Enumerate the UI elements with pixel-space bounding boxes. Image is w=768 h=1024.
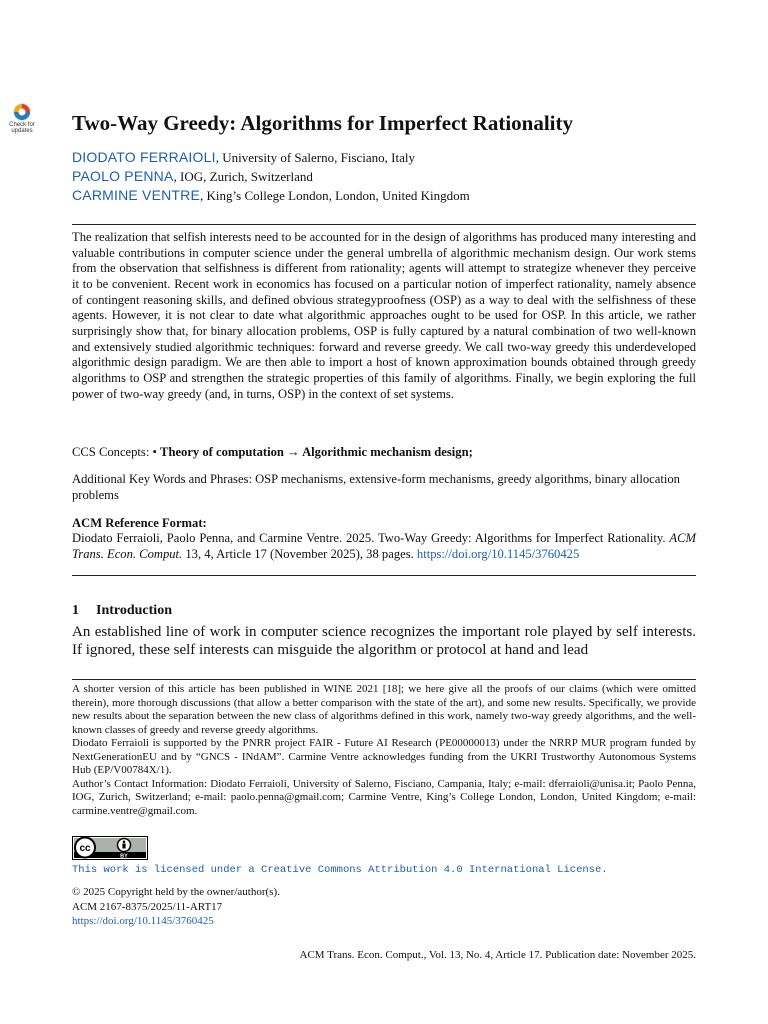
- section-number: 1: [72, 603, 79, 618]
- reference-text: Diodato Ferraioli, Paolo Penna, and Carmine Ventre. 2025. Two-Way Greedy: Algorithms for Imperfect Rationality.: [72, 531, 670, 545]
- reference-journal: ACM Trans. Econ. Comput.: [72, 531, 696, 561]
- copyright-doi-link[interactable]: https://doi.org/10.1145/3760425: [72, 915, 214, 927]
- author-name[interactable]: PAOLO PENNA: [72, 168, 174, 184]
- footnote-rule: [72, 679, 696, 680]
- running-footer: ACM Trans. Econ. Comput., Vol. 13, No. 4, Article 17. Publication date: November 2025.: [299, 949, 696, 961]
- paper-title: Two-Way Greedy: Algorithms for Imperfect Rationality: [72, 111, 574, 135]
- copyright-block: [72, 885, 280, 929]
- ccs-label: CCS Concepts:: [72, 445, 153, 459]
- check-for-updates-icon: [2, 100, 42, 140]
- author-entry: [72, 148, 712, 167]
- ccs-bullet: •: [152, 445, 161, 459]
- intro-paragraph: An established line of work in computer science recognizes the important role played by self interests. If ignored, these self interests can misguide the algorithm or protocol at hand and lead: [72, 624, 696, 658]
- author-name[interactable]: CARMINE VENTRE: [72, 187, 201, 203]
- keywords: Additional Key Words and Phrases: OSP mechanisms, extensive-form mechanisms, greedy algorithms, binary allocation problems: [72, 472, 680, 502]
- author-affiliation: , King’s College London, London, United Kingdom: [200, 188, 470, 203]
- author-name[interactable]: DIODATO FERRAIOLI: [72, 149, 216, 165]
- footnotes: [72, 683, 696, 818]
- acm-article-number: ACM 2167-8375/2025/11-ART17: [72, 900, 223, 913]
- by-badge-text: BY: [120, 853, 128, 860]
- footnote-contact: Author’s Contact Information: Diodato Ferraioli, University of Salerno, Fisciano, Campania, Italy; e-mail: dferraioli@unisa.it; Paolo Penna, IOG, Zurich, Switzerland; e-mail: paolo.penna@gmail.com; Carmine Ventre, King’s College London, London, United Kingdom; e-mail: carmine.ventre@gmail.com.: [72, 777, 696, 817]
- author-affiliation: , IOG, Zurich, Switzerland: [173, 169, 313, 184]
- abstract-top-rule: [72, 224, 696, 225]
- footnote-shorter-version: A shorter version of this article has been published in WINE 2021 [18]; we here give all the proofs of our claims (which were omitted therein), more thorough discussions (that allow a better comparison with the state of the art), and some new results. Specifically, we provide new results about the separation between the new class of algorithms defined in this work, namely two-way greedy algorithms, and the well-known classes of greedy and reverse greedy algorithms.: [72, 683, 696, 736]
- check-for-updates-badge[interactable]: [2, 100, 42, 140]
- author-entry: [72, 167, 712, 186]
- footnote-funding: Diodato Ferraioli is supported by the PNRR project FAIR - Future AI Research (PE00000013) under the NRRP MUR program funded by NextGenerationEU and by “GNCS - INdAM”. Carmine Ventre acknowledges funding from the UKRI Trustworthy Autonomous Systems Hub (EP/V00784X/1).: [72, 737, 696, 776]
- abstract-bottom-rule: [72, 575, 696, 576]
- cc-badge-text: cc: [79, 843, 91, 854]
- ccs-concepts: [72, 444, 696, 460]
- copyright-line: © 2025 Copyright held by the owner/author(s).: [72, 886, 280, 898]
- ccs-concept: Theory of computation → Algorithmic mechanism design;: [160, 445, 473, 459]
- section-heading: [72, 602, 172, 620]
- reference-format-heading: ACM Reference Format:: [72, 516, 207, 530]
- reference-format: [72, 531, 696, 562]
- author-entry: [72, 186, 712, 205]
- reference-doi-link[interactable]: https://doi.org/10.1145/3760425: [416, 546, 580, 561]
- author-list: [72, 148, 712, 205]
- cc-by-icon: [72, 836, 148, 860]
- license-link[interactable]: This work is licensed under a Creative Commons Attribution 4.0 International License.: [72, 864, 608, 876]
- check-for-updates-label: Check for updates: [9, 122, 35, 134]
- reference-text-rest: 13, 4, Article 17 (November 2025), 38 pages.: [182, 546, 417, 561]
- cc-by-license-badge[interactable]: [72, 836, 148, 860]
- section-title: Introduction: [96, 603, 172, 618]
- abstract: The realization that selfish interests need to be accounted for in the design of algorithms has produced many interesting and valuable contributions in computer science under the general umbrella of algorithmic mechanism design. Our work stems from the observation that selfishness is different from rationality; agents will attempt to strategize whenever they perceive it to be convenient. Recent work in economics has focused on a particular notion of imperfect rationality, namely absence of contingent reasoning skills, and defined obvious strategyproofness (OSP) as a way to deal with the selfishness of these agents. However, it is not clear to date what algorithmic approaches ought to be used for OSP. In this article, we rather surprisingly show that, for binary allocation problems, OSP is fully captured by a natural combination of two well-known and extensively studied algorithmic techniques: forward and reverse greedy. We call two-way greedy this underdeveloped algorithmic design paradigm. We are then able to import a host of known approximation bounds obtained through greedy algorithms to OSP and strengthen the strategic properties of this family of algorithms. Finally, we begin exploring the full power of two-way greedy (and, in turns, OSP) in the context of set systems.: [72, 230, 696, 401]
- author-affiliation: , University of Salerno, Fisciano, Italy: [215, 150, 415, 165]
